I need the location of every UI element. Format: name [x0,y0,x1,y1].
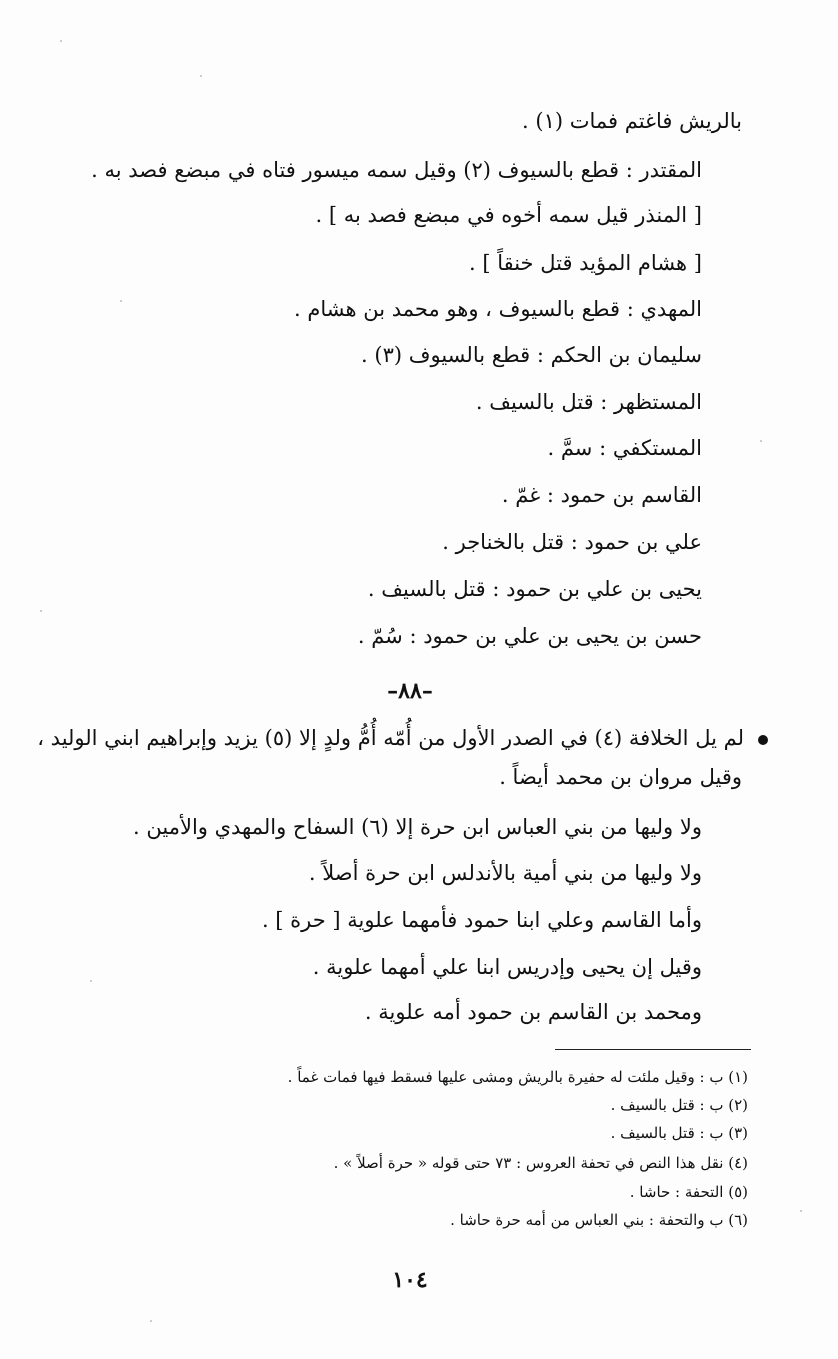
footnote: (٣) ب : قتل بالسيف . [610,1124,748,1142]
bullet-icon [758,735,768,745]
scan-speck [150,1320,152,1322]
section-opening-line [37,723,768,753]
scan-speck [40,610,42,612]
body-line: [ المنذر قيل سمه أخوه في مبضع فصد به ] . [315,203,702,227]
footnote-divider [555,1049,751,1050]
body-line: بالريش فاغتم فمات (١) . [522,109,742,133]
footnote: (١) ب : وقيل ملئت له حفيرة بالريش ومشى عليها فسقط فيها فمات غماً . [287,1068,748,1086]
section-line: ولا وليها من بني العباس ابن حرة إلا (٦) السفاح والمهدي والأمين . [133,815,702,839]
section-continuation: وقيل مروان بن محمد أيضاً . [499,765,742,789]
scan-speck [200,75,202,77]
body-line: المهدي : قطع بالسيوف ، وهو محمد بن هشام . [294,297,702,321]
footnote: (٢) ب : قتل بالسيف . [610,1096,748,1114]
footnote: (٤) نقل هذا النص في تحفة العروس : ٧٣ حتى قوله « حرة أصلاً » . [333,1154,748,1172]
section-line: وأما القاسم وعلي ابنا حمود فأمهما علوية [ حرة ] . [261,908,702,932]
body-line: المستكفي : سمَّ . [547,436,702,460]
body-line: يحيى بن علي بن حمود : قتل بالسيف . [367,577,702,601]
body-line: القاسم بن حمود : غمّ . [501,483,702,507]
section-line: وقيل إن يحيى وإدريس ابنا علي أمهما علوية . [312,955,702,979]
body-line: المقتدر : قطع بالسيوف (٢) وقيل سمه ميسور فتاه في مبضع فصد به . [91,158,702,182]
scan-speck [90,980,92,982]
section-opening-text: لم يل الخلافة (٤) في الصدر الأول من أُمّه أُمُّ ولدٍ إلا (٥) يزيد وإبراهيم ابني الوليد ، [37,726,744,750]
body-line: المستظهر : قتل بالسيف . [475,390,702,414]
section-number: –٨٨– [387,678,433,704]
body-line: سليمان بن الحكم : قطع بالسيوف (٣) . [361,343,702,367]
body-line: علي بن حمود : قتل بالخناجر . [442,530,702,554]
scan-speck [760,440,762,442]
scan-speck [800,1210,802,1212]
footnote: (٥) التحفة : حاشا . [629,1183,748,1201]
page-number: ١٠٤ [392,1267,428,1293]
body-line: حسن بن يحيى بن علي بن حمود : سُمّ . [357,624,702,648]
section-line: ولا وليها من بني أمية بالأندلس ابن حرة أصلاً . [308,861,702,885]
scan-speck [60,40,62,42]
footnote: (٦) ب والتحفة : بني العباس من أمه حرة حاشا . [450,1211,748,1229]
body-line: [ هشام المؤيد قتل خنقاً ] . [468,251,702,275]
section-line: ومحمد بن القاسم بن حمود أمه علوية . [364,1000,702,1024]
scan-speck [120,300,122,302]
